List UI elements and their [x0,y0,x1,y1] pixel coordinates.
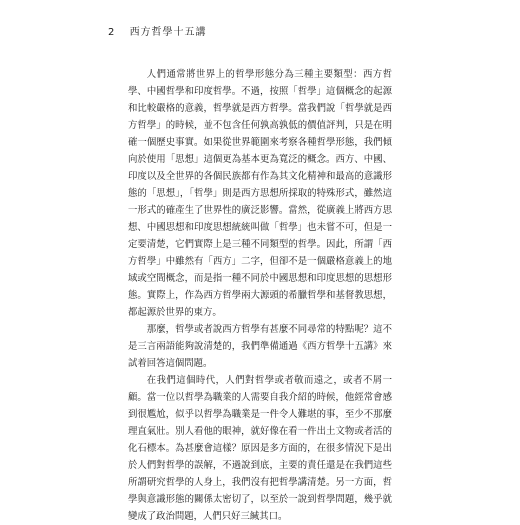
running-title: 西方哲學十五講 [129,27,207,38]
paragraph: 人們通常將世界上的哲學形態分為三種主要類型：西方哲學、中國哲學和印度哲學。不過，按照「哲學」這個概念的起源和比較嚴格的意義，哲學就是西方哲學。當我們說「哲學就是西方哲學」的時候，並不包含任何孰高孰低的價值評判，只是在明確一個歷史事實。如果從世界範圍來考察各種哲學形態，我們傾向於使用「思想」這個更為基本更為寬泛的概念。西方、中國、印度以及全世界的各個民族都有作為其文化精神和最高的意識形態的「思想」，「哲學」則是西方思想所採取的特殊形式，雖然這一形式的確產生了世界性的廣泛影響。當然，從廣義上將西方思想、中國思想和印度思想統統叫做「哲學」也未嘗不可，但是一定要清楚，它們實際上是三種不同類型的哲學。因此，所謂「西方哲學」中雖然有「西方」二字，但卻不是一個嚴格意義上的地域或空間概念，而是指一種不同於中國思想和印度思想的思想形態。實際上，作為西方哲學兩大源頭的希臘哲學和基督教思想，都起源於世界的東方。 [128,69,392,318]
body-text [128,66,392,525]
running-head [108,27,207,39]
paragraph: 在我們這個時代，人們對哲學或者敬而遠之，或者不屑一顧。當一位以哲學為職業的人需要自我介紹的時候，他經常會感到很尷尬，似乎以哲學為職業是一件令人難堪的事，至少不那麼理直氣壯。別人看他的眼神，就好像在看一件出土文物或者活的化石標本。為甚麼會這樣？原因是多方面的，在很多情況下是出於人們對哲學的誤解，不過說到底，主要的責任還是在我們這些所謂研究哲學的人身上，我們沒有把哲學講清楚。另一方面，哲學與意識形態的關係太密切了，以至於一說到哲學問題，幾乎就變成了政治問題，人們只好三緘其口。 [128,375,392,522]
paragraph: 那麼，哲學或者說西方哲學有甚麼不同尋常的特點呢？這不是三言兩語能夠說清楚的，我們準備通過《西方哲學十五講》來試着回答這個問題。 [128,324,392,369]
page-number: 2 [108,27,116,38]
